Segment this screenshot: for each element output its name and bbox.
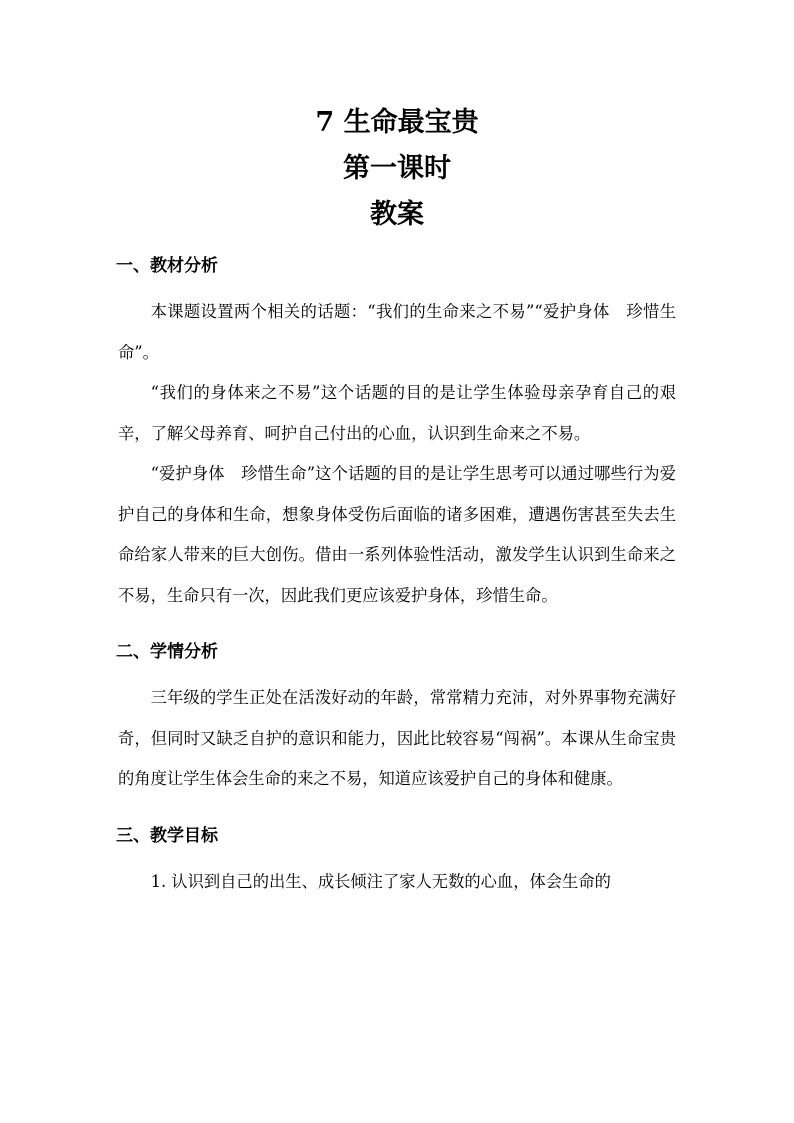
paragraph: 三年级的学生正处在活泼好动的年龄，常常精力充沛，对外界事物充满好奇，但同时又缺乏自护的意识和能力，因此比较容易“闯祸”。本课从生命宝贵的角度让学生体会生命的来之不易，知道应该爱护自己的身体和健康。 — [118, 688, 676, 788]
paragraph: 1. 认识到自己的出生、成长倾注了家人无数的心血，体会生命的 — [150, 871, 611, 891]
paragraph: “我们的身体来之不易”这个话题的目的是让学生体验母亲孕育自己的艰辛，了解父母养育、呵护自己付出的心血，认识到生命来之不易。 — [118, 383, 676, 443]
section-textbook-analysis — [118, 254, 676, 616]
section-student-analysis — [118, 640, 676, 800]
section-heading: 三、教学目标 — [116, 825, 218, 846]
paragraph: “爱护身体 珍惜生命”这个话题的目的是让学生思考可以通过哪些行为爱护自己的身体和生命，想象身体受伤后面临的诸多困难，遭遇伤害甚至失去生命给家人带来的巨大创伤。借由一系列体验性活动，激发学生认识到生命来之不易，生命只有一次，因此我们更应该爱护身体，珍惜生命。 — [118, 464, 676, 605]
section-heading: 一、教材分析 — [116, 256, 218, 276]
document-title — [118, 100, 676, 238]
section-teaching-objectives — [118, 824, 676, 903]
title-type: 教案 — [370, 199, 424, 230]
paragraph: 本课题设置两个相关的话题：“我们的生命来之不易”“爱护身体 珍惜生命”。 — [118, 302, 676, 362]
title-period: 第一课时 — [343, 153, 451, 184]
section-heading: 二、学情分析 — [116, 642, 218, 662]
title-lesson: 7 生命最宝贵 — [315, 107, 479, 138]
